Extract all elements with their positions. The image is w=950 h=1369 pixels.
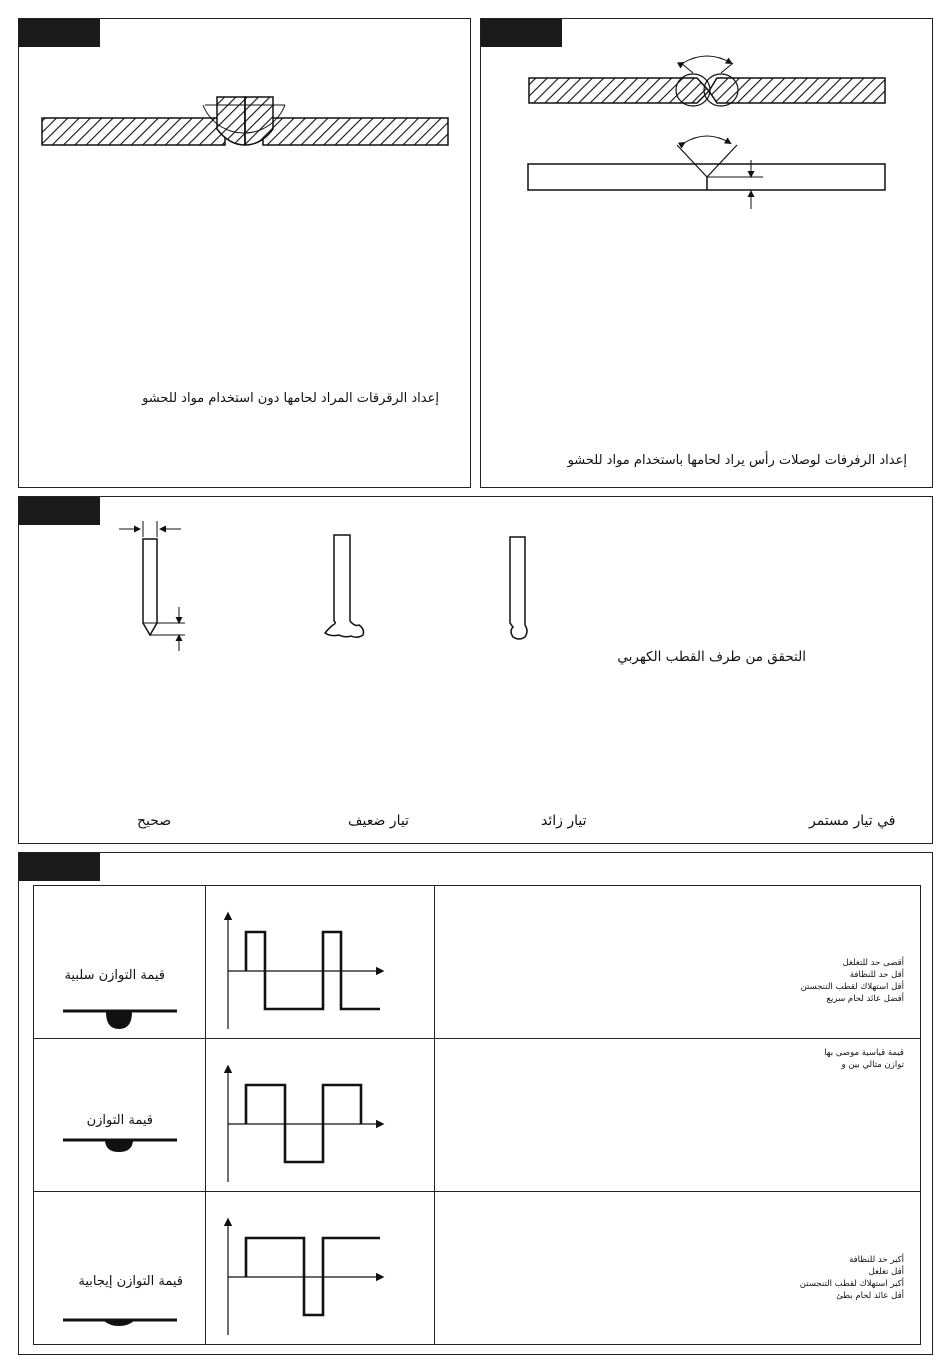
panel2-caption: إعداد الرفرفات لوصلات رأس يراد لحامها باستخدام مواد للحشو <box>567 453 907 468</box>
panel-tag <box>19 853 100 881</box>
row2-notes-cell <box>434 1038 921 1192</box>
row2-label: قيمة التوازن <box>86 1113 153 1128</box>
row1-notes-cell <box>434 885 921 1039</box>
row1-label: قيمة التوازن سلبية <box>64 968 165 983</box>
row2-waveform-cell <box>205 1038 435 1192</box>
label-correct: صحيح <box>137 813 172 829</box>
row3-label: قيمة التوازن إيجابية <box>78 1274 183 1289</box>
row1-label-cell <box>33 885 206 1039</box>
panel-ac-balance-table <box>18 852 933 1355</box>
butt-joint-diagram <box>481 19 934 239</box>
electrode-low-current <box>325 535 364 637</box>
panel-flange-prep-no-filler <box>18 18 471 488</box>
row3-notes: أكبر حد للنظافة أقل تغلغل أكبر استهلاك لقطب التنجستن أقل عائد لحام بطئ <box>799 1255 904 1301</box>
row3-label-cell <box>33 1191 206 1345</box>
row1-notes: أقصى حد للتغلغل أقل حد للنظافة أقل استهلاك لقطب التنجستن أفضل عائد لحام سريع <box>800 958 904 1004</box>
label-direct-current: في تيار مستمر <box>809 813 896 829</box>
electrode-excess-current <box>510 537 527 639</box>
label-low-current: تيار ضعيف <box>348 813 409 829</box>
weld-profile-shallow <box>34 1192 207 1346</box>
panel1-caption: إعداد الرقرقات المراد لحامها دون استخدام مواد للحشو <box>142 391 439 406</box>
electrode-correct <box>119 521 185 651</box>
panel-butt-joint-prep-filler <box>480 18 933 488</box>
waveform-positive <box>206 1192 436 1346</box>
weld-profile-deep <box>34 886 207 1040</box>
panel3-title: التحقق من طرف القطب الكهربي <box>617 649 806 665</box>
label-excess-current: تيار زائد <box>541 813 587 829</box>
waveform-balanced <box>206 1039 436 1193</box>
panel-electrode-tip-check <box>18 496 933 844</box>
waveform-negative <box>206 886 436 1040</box>
row3-waveform-cell <box>205 1191 435 1345</box>
flange-weld-diagram <box>19 19 472 219</box>
row2-label-cell <box>33 1038 206 1192</box>
row2-notes: قيمة قياسية موصى بها توازن مثالي بين و <box>824 1048 904 1070</box>
row1-waveform-cell <box>205 885 435 1039</box>
weld-profile-medium <box>34 1039 207 1193</box>
row3-notes-cell <box>434 1191 921 1345</box>
